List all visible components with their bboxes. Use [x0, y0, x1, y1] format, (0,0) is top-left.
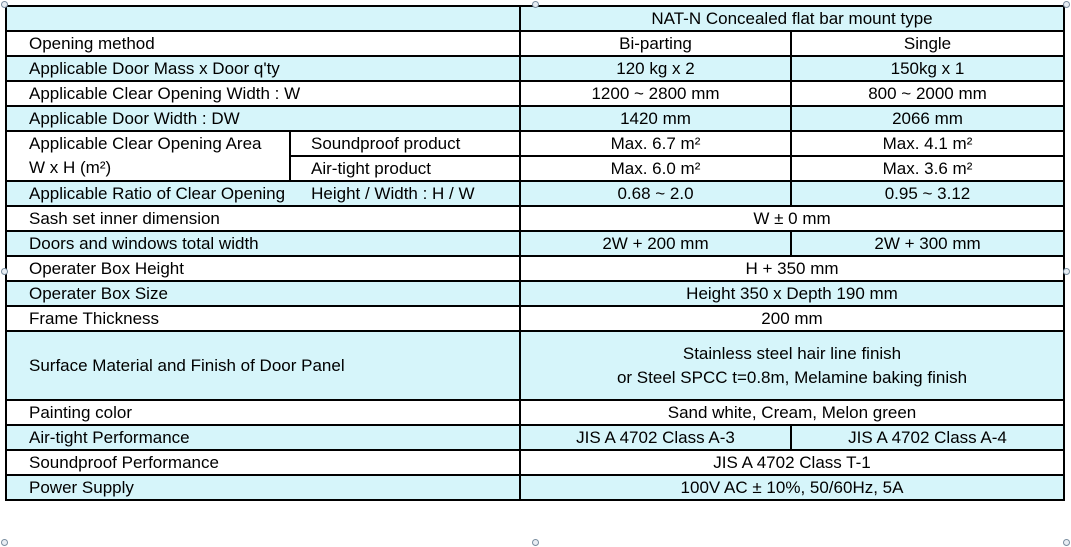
label-painting: Painting color — [6, 400, 520, 425]
value-door-mass-biparting: 120 kg x 2 — [520, 56, 791, 81]
label-clear-area-line2: W x H (m²) — [29, 158, 112, 177]
header-blank-cell — [6, 6, 520, 31]
label-clear-width: Applicable Clear Opening Width : W — [6, 81, 520, 106]
row-frame — [6, 306, 1064, 331]
resize-handle-left[interactable] — [1, 268, 8, 275]
value-box-size: Height 350 x Depth 190 mm — [520, 281, 1064, 306]
label-door-width: Applicable Door Width : DW — [6, 106, 520, 131]
row-total-width — [6, 231, 1064, 256]
value-painting: Sand white, Cream, Melon green — [520, 400, 1064, 425]
value-soundproof-area-single: Max. 4.1 m² — [791, 131, 1064, 156]
label-ratio-sub: Height / Width : H / W — [311, 184, 475, 203]
resize-handle-bottom-left[interactable] — [1, 539, 8, 546]
label-ratio — [6, 181, 520, 206]
row-painting — [6, 400, 1064, 425]
row-box-size — [6, 281, 1064, 306]
label-frame: Frame Thickness — [6, 306, 520, 331]
label-soundproof-product: Soundproof product — [290, 131, 520, 156]
value-airtight-area-single: Max. 3.6 m² — [791, 156, 1064, 181]
value-total-width-single: 2W + 300 mm — [791, 231, 1064, 256]
resize-handle-top-right[interactable] — [1063, 1, 1070, 8]
label-box-height: Operater Box Height — [6, 256, 520, 281]
row-soundproof — [6, 450, 1064, 475]
label-power: Power Supply — [6, 475, 520, 500]
row-box-height — [6, 256, 1064, 281]
label-ratio-main: Applicable Ratio of Clear Opening — [29, 184, 286, 203]
spec-table — [5, 5, 1065, 501]
label-airtight: Air-tight Performance — [6, 425, 520, 450]
label-clear-area — [6, 131, 290, 181]
label-door-mass: Applicable Door Mass x Door q'ty — [6, 56, 520, 81]
resize-handle-bottom-right[interactable] — [1063, 539, 1070, 546]
value-surface-line1: Stainless steel hair line finish — [682, 343, 902, 363]
value-ratio-biparting: 0.68 ~ 2.0 — [520, 181, 791, 206]
value-frame: 200 mm — [520, 306, 1064, 331]
value-door-width-biparting: 1420 mm — [520, 106, 791, 131]
value-box-height: H + 350 mm — [520, 256, 1064, 281]
label-soundproof: Soundproof Performance — [6, 450, 520, 475]
label-airtight-product: Air-tight product — [290, 156, 520, 181]
value-opening-method-biparting: Bi-parting — [520, 31, 791, 56]
resize-handle-top[interactable] — [532, 1, 539, 8]
label-sash: Sash set inner dimension — [6, 206, 520, 231]
row-door-width — [6, 106, 1064, 131]
header-row — [6, 6, 1064, 31]
row-door-mass — [6, 56, 1064, 81]
row-airtight — [6, 425, 1064, 450]
label-clear-area-line1: Applicable Clear Opening Area — [29, 134, 262, 153]
value-sash: W ± 0 mm — [520, 206, 1064, 231]
value-soundproof-area-biparting: Max. 6.7 m² — [520, 131, 791, 156]
value-power: 100V AC ± 10%, 50/60Hz, 5A — [520, 475, 1064, 500]
value-airtight-single: JIS A 4702 Class A-4 — [791, 425, 1064, 450]
label-total-width: Doors and windows total width — [6, 231, 520, 256]
value-surface — [520, 331, 1064, 400]
value-door-mass-single: 150kg x 1 — [791, 56, 1064, 81]
resize-handle-right[interactable] — [1063, 268, 1070, 275]
value-clear-width-single: 800 ~ 2000 mm — [791, 81, 1064, 106]
label-opening-method: Opening method — [6, 31, 520, 56]
label-box-size: Operater Box Size — [6, 281, 520, 306]
value-total-width-biparting: 2W + 200 mm — [520, 231, 791, 256]
row-clear-area-soundproof — [6, 131, 1064, 156]
label-surface: Surface Material and Finish of Door Panel — [6, 331, 520, 400]
row-opening-method — [6, 31, 1064, 56]
row-surface — [6, 331, 1064, 400]
row-sash — [6, 206, 1064, 231]
value-opening-method-single: Single — [791, 31, 1064, 56]
row-power — [6, 475, 1064, 500]
value-door-width-single: 2066 mm — [791, 106, 1064, 131]
row-clear-width — [6, 81, 1064, 106]
value-soundproof: JIS A 4702 Class T-1 — [520, 450, 1064, 475]
header-product: NAT-N Concealed flat bar mount type — [520, 6, 1064, 31]
resize-handle-bottom[interactable] — [532, 539, 539, 546]
value-airtight-area-biparting: Max. 6.0 m² — [520, 156, 791, 181]
value-surface-line2: or Steel SPCC t=0.8m, Melamine baking finish — [616, 367, 968, 387]
value-ratio-single: 0.95 ~ 3.12 — [791, 181, 1064, 206]
row-ratio — [6, 181, 1064, 206]
value-clear-width-biparting: 1200 ~ 2800 mm — [520, 81, 791, 106]
resize-handle-top-left[interactable] — [1, 1, 8, 8]
value-airtight-biparting: JIS A 4702 Class A-3 — [520, 425, 791, 450]
